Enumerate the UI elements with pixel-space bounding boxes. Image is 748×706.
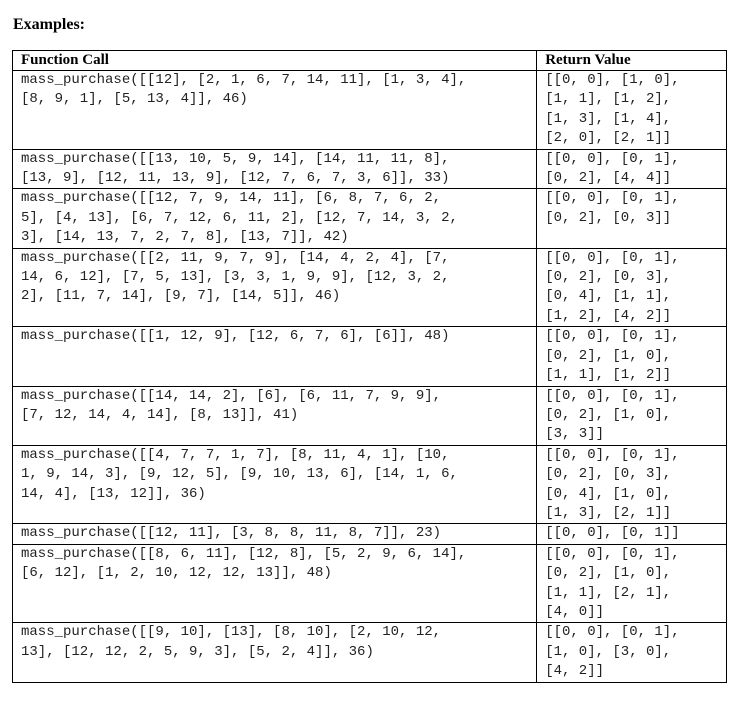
return-value-cell: [[0, 0], [1, 0], [1, 1], [1, 2], [1, 3], [1, 4], [2, 0], [2, 1]] [537, 71, 727, 150]
table-row [13, 524, 727, 544]
function-call-cell: mass_purchase([[8, 6, 11], [12, 8], [5, 2, 9, 6, 14], [6, 12], [1, 2, 10, 12, 12, 13]], 48) [13, 544, 537, 623]
examples-table [12, 50, 727, 683]
function-call-cell: mass_purchase([[9, 10], [13], [8, 10], [2, 10, 12, 13], [12, 12, 2, 5, 9, 3], [5, 2, 4]], 36) [13, 623, 537, 682]
table-row [13, 189, 727, 248]
return-value-cell: [[0, 0], [0, 1], [0, 2], [1, 0], [1, 1], [2, 1], [4, 0]] [537, 544, 727, 623]
function-call-cell: mass_purchase([[14, 14, 2], [6], [6, 11, 7, 9, 9], [7, 12, 14, 4, 14], [8, 13]], 41) [13, 386, 537, 445]
table-row [13, 327, 727, 386]
examples-heading: Examples: [13, 16, 85, 33]
return-value-cell: [[0, 0], [0, 1], [0, 2], [1, 0], [1, 1], [1, 2]] [537, 327, 727, 386]
table-header-row [13, 51, 727, 71]
table-row [13, 544, 727, 623]
return-value-cell: [[0, 0], [0, 1], [0, 2], [0, 3]] [537, 189, 727, 248]
function-call-cell: mass_purchase([[12, 7, 9, 14, 11], [6, 8, 7, 6, 2, 5], [4, 13], [6, 7, 12, 6, 11, 2], [12, 7, 14, 3, 2, 3], [14, 13, 7, 2, 7, 8], [13, 7]], 42) [13, 189, 537, 248]
function-call-cell: mass_purchase([[1, 12, 9], [12, 6, 7, 6], [6]], 48) [13, 327, 537, 386]
return-value-cell: [[0, 0], [0, 1], [0, 2], [0, 3], [0, 4], [1, 1], [1, 2], [4, 2]] [537, 248, 727, 327]
table-row [13, 149, 727, 189]
return-value-cell: [[0, 0], [0, 1]] [537, 524, 727, 544]
table-row [13, 445, 727, 524]
return-value-header: Return Value [537, 51, 727, 71]
function-call-cell: mass_purchase([[13, 10, 5, 9, 14], [14, 11, 11, 8], [13, 9], [12, 11, 13, 9], [12, 7, 6, 7, 3, 6]], 33) [13, 149, 537, 189]
table-row [13, 248, 727, 327]
function-call-cell: mass_purchase([[12], [2, 1, 6, 7, 14, 11], [1, 3, 4], [8, 9, 1], [5, 13, 4]], 46) [13, 71, 537, 150]
return-value-cell: [[0, 0], [0, 1], [0, 2], [0, 3], [0, 4], [1, 0], [1, 3], [2, 1]] [537, 445, 727, 524]
return-value-cell: [[0, 0], [0, 1], [0, 2], [1, 0], [3, 3]] [537, 386, 727, 445]
return-value-cell: [[0, 0], [0, 1], [0, 2], [4, 4]] [537, 149, 727, 189]
table-row [13, 71, 727, 150]
function-call-cell: mass_purchase([[12, 11], [3, 8, 8, 11, 8, 7]], 23) [13, 524, 537, 544]
function-call-header: Function Call [13, 51, 537, 71]
table-row [13, 386, 727, 445]
function-call-cell: mass_purchase([[2, 11, 9, 7, 9], [14, 4, 2, 4], [7, 14, 6, 12], [7, 5, 13], [3, 3, 1, 9, 9], [12, 3, 2, 2], [11, 7, 14], [9, 7], [14, 5]], 46) [13, 248, 537, 327]
return-value-cell: [[0, 0], [0, 1], [1, 0], [3, 0], [4, 2]] [537, 623, 727, 682]
function-call-cell: mass_purchase([[4, 7, 7, 1, 7], [8, 11, 4, 1], [10, 1, 9, 14, 3], [9, 12, 5], [9, 10, 13, 6], [14, 1, 6, 14, 4], [13, 12]], 36) [13, 445, 537, 524]
table-row [13, 623, 727, 682]
